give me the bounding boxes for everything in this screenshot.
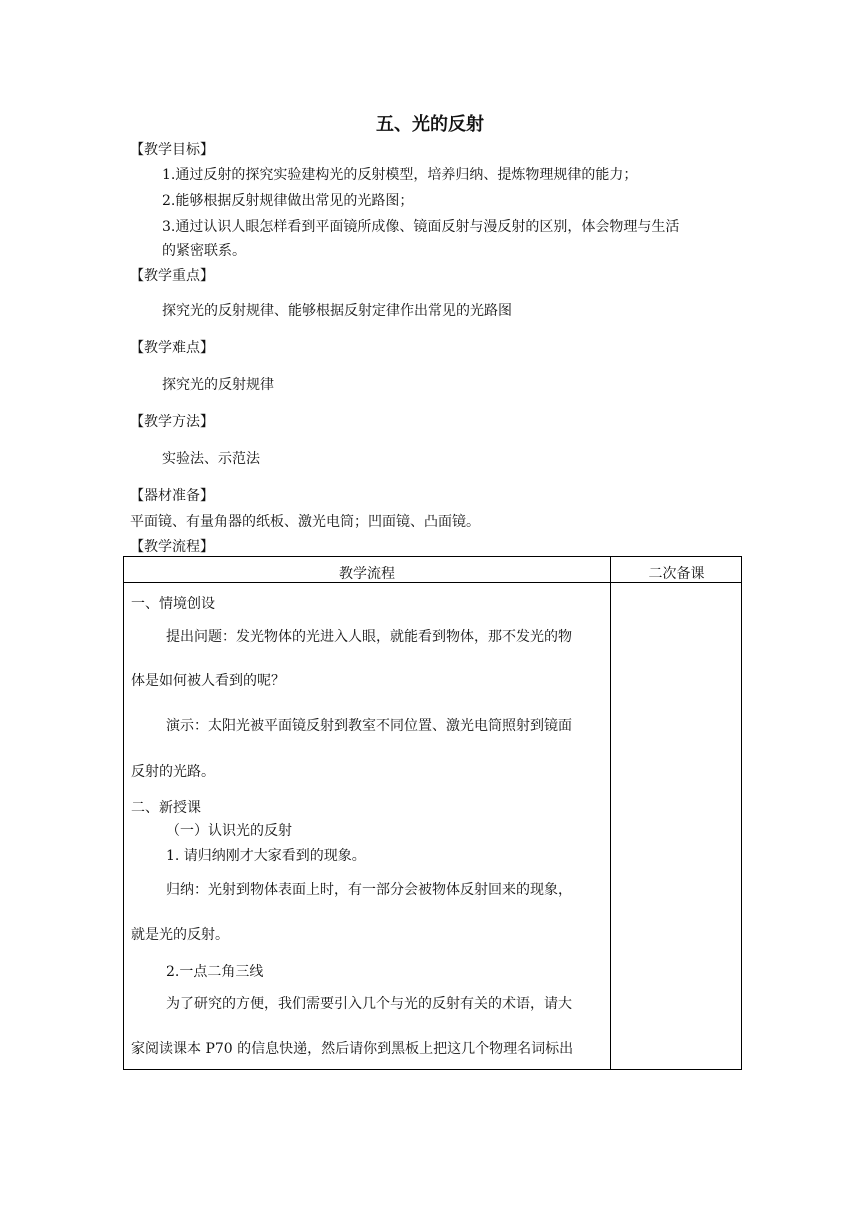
methods-heading: 【教学方法】 [130,414,214,430]
section-1-question-line-2: 体是如何被人看到的呢？ [131,673,285,689]
table-column-divider [610,557,611,1069]
col-header-revision: 二次备课 [648,566,705,582]
section-1-question-line-1: 提出问题：发光物体的光进入人眼，就能看到物体，那不发光的物 [166,629,572,645]
paragraph-text-a: 家阅读课本 [131,1041,201,1057]
section-2-paragraph-line-2 [131,1038,573,1058]
key-points-text: 探究光的反射规律、能够根据反射定律作出常见的光路图 [162,303,512,319]
page-title: 五、光的反射 [376,114,484,135]
goal-item-2: 2.能够根据反射规律做出常见的光路图； [162,193,414,209]
section-2-summary-line-2: 就是光的反射。 [131,927,229,943]
col-header-process: 教学流程 [339,566,395,582]
page-reference: P70 [205,1041,233,1057]
process-table [123,556,742,1070]
key-points-heading: 【教学重点】 [130,268,214,284]
difficulties-heading: 【教学难点】 [130,340,214,356]
goal-item-3: 3.通过认识人眼怎样看到平面镜所成像、镜面反射与漫反射的区别，体会物理与生活 [162,219,680,235]
goal-item-3-cont: 的紧密联系。 [162,243,246,259]
methods-text: 实验法、示范法 [162,451,260,467]
paragraph-text-b: 的信息快递，然后请你到黑板上把这几个物理名词标出 [237,1041,574,1057]
goals-heading: 【教学目标】 [130,142,214,158]
materials-text: 平面镜、有量角器的纸板、激光电筒；凹面镜、凸面镜。 [130,514,480,530]
section-2-subtitle: （一）认识光的反射 [166,823,292,839]
section-1-demo-line-2: 反射的光路。 [131,764,215,780]
section-2-title: 二、新授课 [131,800,201,816]
section-2-summary-line-1: 归纳：光射到物体表面上时，有一部分会被物体反射回来的现象， [166,882,572,898]
section-2-item-2: 2.一点二角三线 [166,964,264,980]
materials-heading: 【器材准备】 [130,488,214,504]
section-1-demo-line-1: 演示：太阳光被平面镜反射到教室不同位置、激光电筒照射到镜面 [166,718,572,734]
goal-item-1: 1.通过反射的探究实验建构光的反射模型，培养归纳、提炼物理规律的能力； [162,167,638,183]
section-2-paragraph-line-1: 为了研究的方便，我们需要引入几个与光的反射有关的术语，请大 [166,996,572,1012]
difficulties-text: 探究光的反射规律 [162,377,274,393]
section-2-item-1: 1. 请归纳刚才大家看到的现象。 [166,848,366,864]
section-1-title: 一、情境创设 [131,596,215,612]
process-heading: 【教学流程】 [130,539,214,555]
